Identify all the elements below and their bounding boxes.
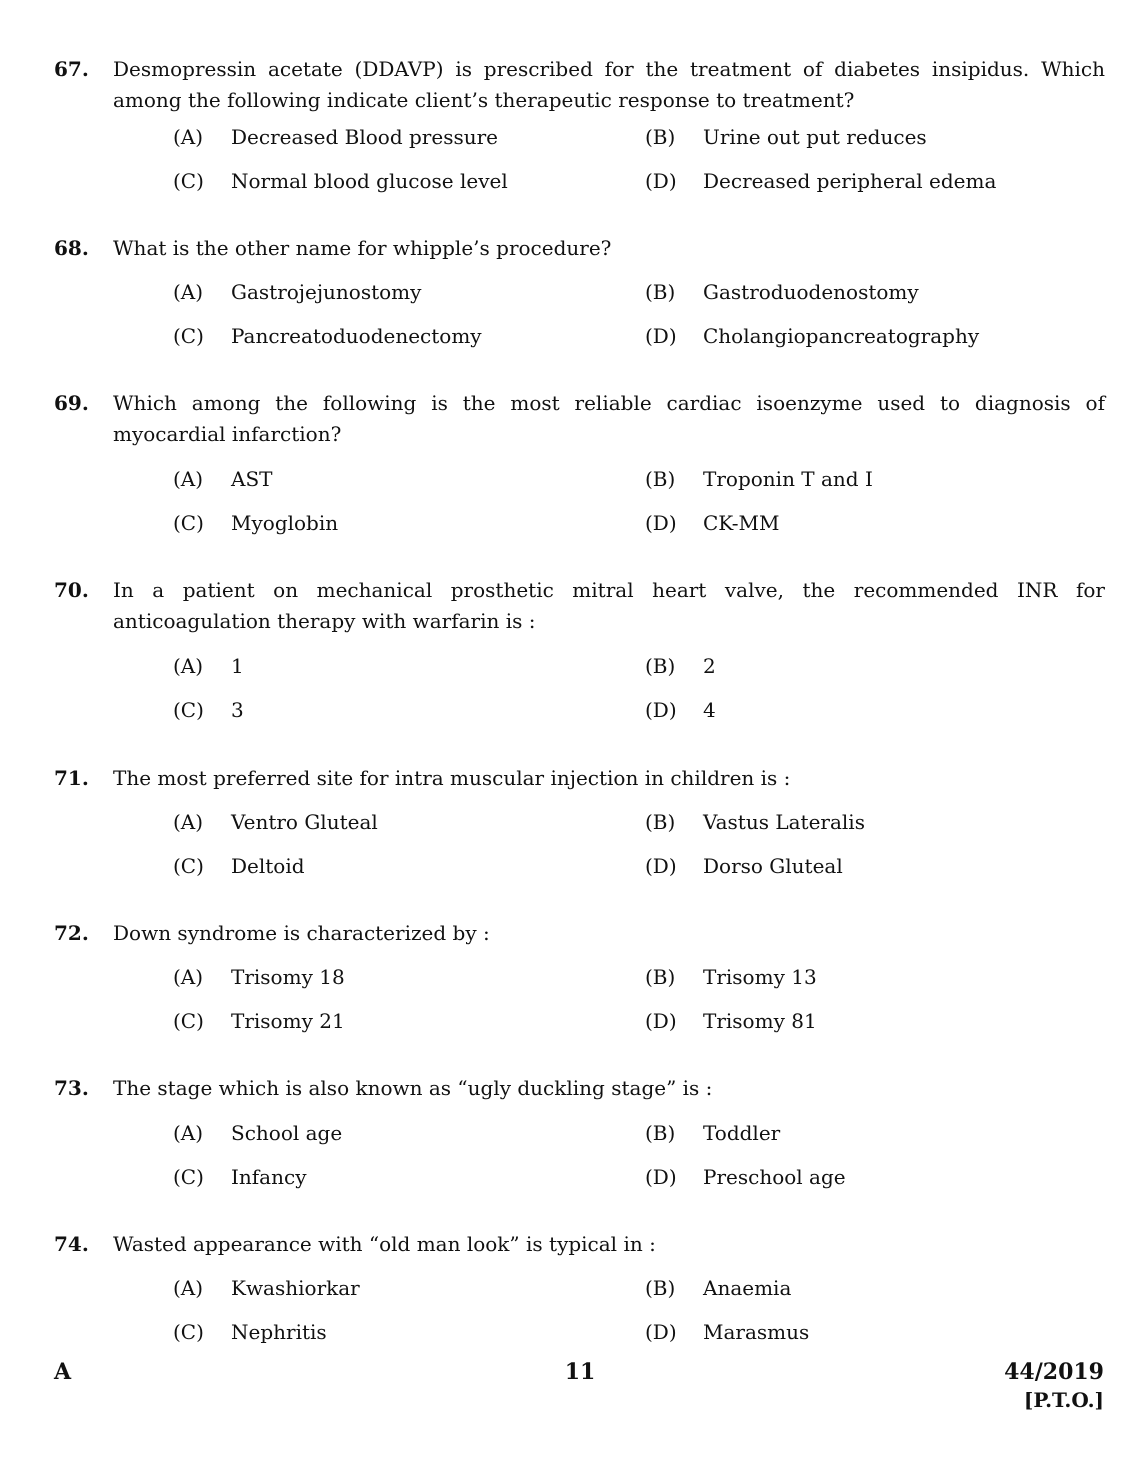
option-letter: (A): [173, 965, 204, 989]
question-text: The stage which is also known as “ugly duckling stage” is :: [113, 1076, 713, 1100]
option-letter: (B): [645, 280, 676, 304]
option-letter: (A): [173, 280, 204, 304]
question-number: 67.: [54, 57, 89, 81]
option-letter: (B): [645, 1276, 676, 1300]
option-letter: (D): [645, 324, 677, 348]
option-letter: (C): [173, 1320, 204, 1344]
option-a: [173, 963, 613, 991]
option-letter: (B): [645, 125, 676, 149]
option-text: Gastrojejunostomy: [231, 280, 422, 304]
option-letter: (A): [173, 1121, 204, 1145]
option-text: Decreased peripheral edema: [703, 169, 997, 193]
option-d: [645, 1318, 1085, 1346]
question-number: 70.: [54, 578, 89, 602]
option-text: AST: [231, 467, 273, 491]
option-text: 1: [231, 654, 244, 678]
option-d: [645, 1163, 1085, 1191]
question-number: 72.: [54, 921, 89, 945]
option-c: [173, 1163, 613, 1191]
option-text: Anaemia: [703, 1276, 792, 1300]
series-label: A: [54, 1359, 72, 1385]
question-number: 74.: [54, 1232, 89, 1256]
option-text: Kwashiorkar: [231, 1276, 360, 1300]
option-letter: (D): [645, 1165, 677, 1189]
option-text: CK-MM: [703, 511, 780, 535]
option-b: [645, 652, 1085, 680]
option-letter: (D): [645, 698, 677, 722]
option-d: [645, 167, 1085, 195]
option-letter: (C): [173, 698, 204, 722]
option-text: Pancreatoduodenectomy: [231, 324, 482, 348]
option-b: [645, 123, 1085, 151]
option-letter: (B): [645, 654, 676, 678]
option-text: Trisomy 13: [703, 965, 817, 989]
option-letter: (B): [645, 810, 676, 834]
option-a: [173, 652, 613, 680]
option-text: 2: [703, 654, 716, 678]
option-letter: (D): [645, 511, 677, 535]
option-letter: (C): [173, 1009, 204, 1033]
option-c: [173, 696, 613, 724]
option-d: [645, 322, 1085, 350]
option-c: [173, 322, 613, 350]
option-text: Toddler: [703, 1121, 781, 1145]
option-a: [173, 1274, 613, 1302]
option-letter: (D): [645, 169, 677, 193]
option-a: [173, 123, 613, 151]
option-letter: (A): [173, 125, 204, 149]
option-text: Myoglobin: [231, 511, 339, 535]
question-number: 68.: [54, 236, 89, 260]
option-letter: (D): [645, 854, 677, 878]
option-a: [173, 465, 613, 493]
option-text: Urine out put reduces: [703, 125, 927, 149]
option-text: Marasmus: [703, 1320, 810, 1344]
option-b: [645, 1274, 1085, 1302]
option-b: [645, 465, 1085, 493]
option-d: [645, 1007, 1085, 1035]
option-letter: (C): [173, 324, 204, 348]
question-number: 71.: [54, 766, 89, 790]
option-text: Dorso Gluteal: [703, 854, 843, 878]
option-a: [173, 278, 613, 306]
paper-code: 44/2019: [1004, 1359, 1104, 1385]
option-letter: (A): [173, 1276, 204, 1300]
option-text: Trisomy 21: [231, 1009, 345, 1033]
option-text: 4: [703, 698, 716, 722]
page-number: 11: [564, 1359, 596, 1385]
option-text: Gastroduodenostomy: [703, 280, 919, 304]
option-letter: (B): [645, 467, 676, 491]
option-text: Trisomy 18: [231, 965, 345, 989]
option-text: Cholangiopancreatography: [703, 324, 980, 348]
option-letter: (C): [173, 169, 204, 193]
option-text: Infancy: [231, 1165, 307, 1189]
option-letter: (C): [173, 854, 204, 878]
question-text: The most preferred site for intra muscular injection in children is :: [113, 766, 791, 790]
option-b: [645, 278, 1085, 306]
option-b: [645, 1119, 1085, 1147]
question-text: Which among the following is the most reliable cardiac isoenzyme used to diagnosis of myocardial infarction?: [113, 391, 1105, 446]
option-a: [173, 808, 613, 836]
question-text: Desmopressin acetate (DDAVP) is prescribed for the treatment of diabetes insipidus. Which among the following indicate client’s therapeutic response to treatment?: [113, 57, 1105, 112]
option-c: [173, 167, 613, 195]
option-letter: (B): [645, 1121, 676, 1145]
option-b: [645, 963, 1085, 991]
option-text: Normal blood glucose level: [231, 169, 508, 193]
option-text: Deltoid: [231, 854, 305, 878]
option-letter: (D): [645, 1320, 677, 1344]
option-letter: (A): [173, 467, 204, 491]
option-a: [173, 1119, 613, 1147]
option-letter: (A): [173, 654, 204, 678]
question-text: Down syndrome is characterized by :: [113, 921, 490, 945]
option-text: School age: [231, 1121, 343, 1145]
option-letter: (B): [645, 965, 676, 989]
option-b: [645, 808, 1085, 836]
question-text: What is the other name for whipple’s procedure?: [113, 236, 612, 260]
option-letter: (D): [645, 1009, 677, 1033]
option-text: Preschool age: [703, 1165, 846, 1189]
option-letter: (A): [173, 810, 204, 834]
option-letter: (C): [173, 511, 204, 535]
question-number: 69.: [54, 391, 89, 415]
option-text: 3: [231, 698, 244, 722]
option-text: Decreased Blood pressure: [231, 125, 498, 149]
option-letter: (C): [173, 1165, 204, 1189]
option-c: [173, 509, 613, 537]
option-c: [173, 1318, 613, 1346]
option-text: Vastus Lateralis: [703, 810, 865, 834]
question-number: 73.: [54, 1076, 89, 1100]
question-text: Wasted appearance with “old man look” is typical in :: [113, 1232, 656, 1256]
option-c: [173, 1007, 613, 1035]
pto-label: [P.T.O.]: [1023, 1388, 1104, 1412]
option-d: [645, 852, 1085, 880]
option-text: Troponin T and I: [703, 467, 873, 491]
option-d: [645, 696, 1085, 724]
option-text: Trisomy 81: [703, 1009, 817, 1033]
option-text: Nephritis: [231, 1320, 327, 1344]
question-text: In a patient on mechanical prosthetic mitral heart valve, the recommended INR for anticoagulation therapy with warfarin is :: [113, 578, 1105, 633]
option-d: [645, 509, 1085, 537]
option-c: [173, 852, 613, 880]
option-text: Ventro Gluteal: [231, 810, 378, 834]
